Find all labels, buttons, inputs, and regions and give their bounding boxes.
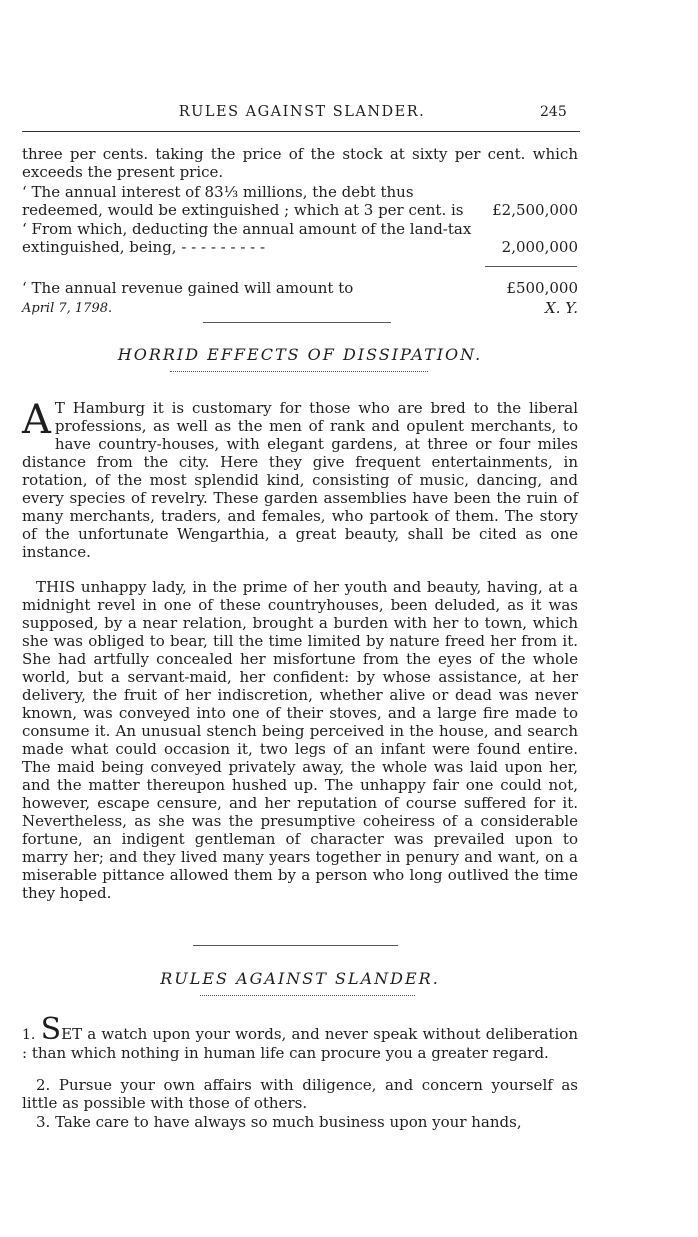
rule-1-text: ET a watch upon your words, and never speak without deliberation : than which nothing in human life can procure you a greater regard. [22, 1025, 578, 1062]
rule-1 [22, 1012, 578, 1062]
article-paragraph-1 [22, 399, 578, 561]
section-divider [203, 322, 391, 323]
running-head: RULES AGAINST SLANDER. [178, 104, 426, 120]
finance-line-2: ‘ From which, deducting the annual amount of the land-tax extinguished, being, - - - - - - - - - [22, 220, 472, 256]
rule-1-number: 1. [22, 1027, 36, 1043]
header-rule [22, 131, 580, 132]
finance-intro: three per cents. taking the price of the stock at sixty per cent. which exceeds the present price. [22, 145, 578, 181]
article-title-dissipation: HORRID EFFECTS OF DISSIPATION. [117, 345, 483, 364]
article-paragraph-1-text: T Hamburg it is customary for those who are bred to the liberal professions, as well as the men of rank and opulent merchants, to have country-houses, with elegant gardens, at three or four miles distance from the city. Here they give frequent entertainments, in rotation, of the most splendid kind, consisting of music, dancing, and every species of revelry. These garden assemblies have been the ruin of many merchants, traders, and females, who partook of them. The story of the unfortunate Wengarthia, a great beauty, shall be cited as one instance. [22, 399, 578, 561]
finance-value-3: £500,000 [506, 279, 578, 297]
finance-value-2: 2,000,000 [501, 238, 578, 256]
title-underline-2 [200, 995, 415, 996]
sum-rule [485, 266, 577, 267]
rule-1-drop-cap: S [40, 1012, 62, 1047]
section-divider-2 [193, 945, 398, 946]
article-title-slander: RULES AGAINST SLANDER. [160, 969, 440, 988]
page-number: 245 [540, 104, 567, 120]
title-underline [170, 371, 428, 372]
finance-line-3: ‘ The annual revenue gained will amount to [22, 279, 354, 297]
finance-signature: X. Y. [545, 299, 578, 317]
rule-2: 2. Pursue your own affairs with diligence, and concern yourself as little as possible with those of others. [22, 1076, 578, 1112]
finance-date: April 7, 1798. [22, 301, 113, 316]
finance-value-1: £2,500,000 [492, 201, 578, 219]
finance-line-1: ‘ The annual interest of 83⅓ millions, the debt thus redeemed, would be extinguished ; which at 3 per cent. is [22, 183, 464, 219]
article-paragraph-2: THIS unhappy lady, in the prime of her youth and beauty, having, at a midnight revel in one of these countryhouses, been deluded, as it was supposed, by a near relation, brought a burden with her to town, which she was obliged to bear, till the time limited by nature freed her from it. She had artfully concealed her misfortune from the eyes of the whole world, but a servant-maid, her confident: by whose assistance, at her delivery, the fruit of her indiscretion, whether alive or dead was never known, was conveyed into one of their stoves, and a large fire made to consume it. An unusual stench being perceived in the house, and search made what could occasion it, two legs of an infant were found entire. The maid being conveyed privately away, the whole was laid upon her, and the matter thereupon hushed up. The unhappy fair one could not, however, escape censure, and her reputation of course suffered for it. Nevertheless, as she was the presumptive coheiress of a considerable fortune, an indigent gentleman of character was prevailed upon to marry her; and they lived many years together in penury and want, on a miserable pittance allowed them by a person who long outlived the time they hoped. [22, 578, 578, 902]
drop-cap: A [22, 397, 51, 443]
rule-3: 3. Take care to have always so much business upon your hands, [36, 1113, 522, 1131]
